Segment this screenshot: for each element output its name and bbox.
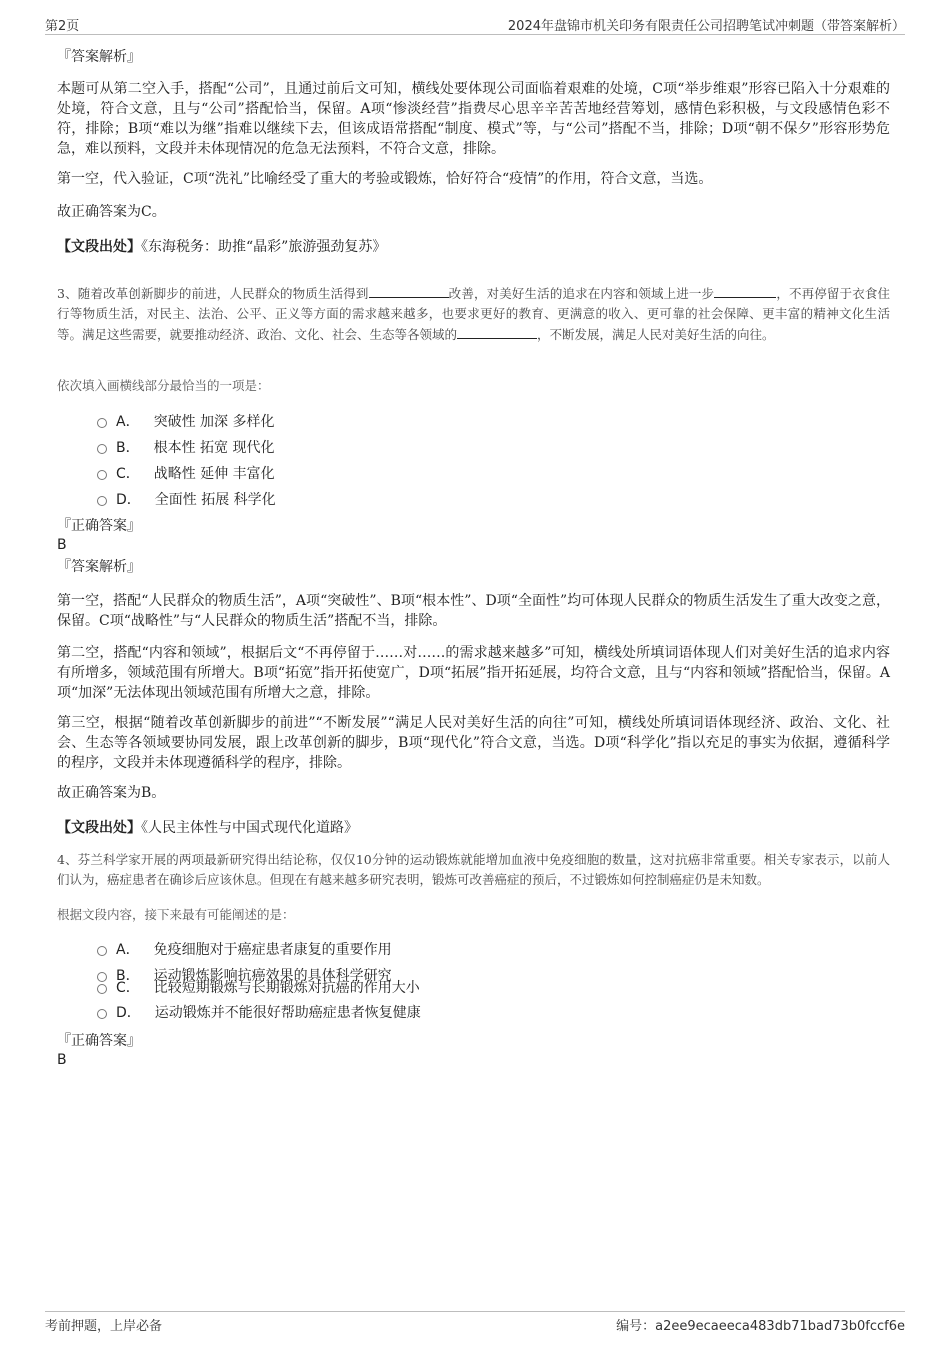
q3-source-title: 《人民主体性与中国式现代化道路》 — [141, 820, 358, 836]
page-header — [45, 14, 905, 35]
q3-blank-3 — [457, 324, 537, 339]
q4-option-a[interactable]: A． 免疫细胞对于癌症患者康复的重要作用 — [97, 940, 392, 960]
document-id — [616, 1315, 905, 1334]
q3-analysis-para2: 第二空，搭配“内容和领域”，根据后文“不再停留于……对……的需求越来越多”可知，横线处所填词语体现人们对美好生活的追求内容有所增多，领域范围有所增大。B项“拓宽”指开拓使宽广，D项“拓展”指开拓延展，均符合文意，且与“内容和领域”搭配恰当，保留。A项“加深”无法体现出领域范围有所增大之意，排除。 — [57, 645, 890, 701]
q2-source — [57, 236, 890, 256]
q3-text-a: 3、随着改革创新脚步的前进，人民群众的物质生活得到 — [57, 286, 369, 301]
q4-correct-answer: B — [57, 1052, 67, 1068]
document-id-label: 编号： — [616, 1319, 656, 1334]
q3-correct-label: 『正确答案』 — [57, 518, 141, 534]
page-footer — [45, 1311, 905, 1332]
q3-text-c: ，不再停留于衣食住行等物质生活，对民主、法治、公平、正义等方面的需求越来越多，也要求更好的教育、更满意的收入、更可靠的社会保障、更丰富的精神文化生活等。满足这些需要，就要推动经济、政治、文化、社会、生态等各领域的 — [57, 286, 890, 342]
q3-analysis-label: 『答案解析』 — [57, 559, 141, 575]
q3-text-b: 改善，对美好生活的追求在内容和领域上进一步 — [448, 286, 715, 301]
radio-icon[interactable] — [97, 470, 107, 480]
radio-icon[interactable] — [97, 1009, 107, 1019]
document-title: 2024年盘锦市机关印务有限责任公司招聘笔试冲刺题（带答案解析） — [507, 19, 905, 34]
radio-icon[interactable] — [97, 418, 107, 428]
q3-conclusion: 故正确答案为B。 — [57, 785, 166, 801]
q3-ask: 依次填入画横线部分最恰当的一项是： — [57, 378, 270, 393]
q3-source-label: 【文段出处】 — [57, 820, 141, 836]
q3-text-d: ，不断发展，满足人民对美好生活的向往。 — [537, 327, 775, 342]
page-number: 第2页 — [45, 19, 80, 34]
q4-correct-label: 『正确答案』 — [57, 1033, 141, 1049]
q2-analysis-label: 『答案解析』 — [57, 49, 141, 65]
footer-slogan: 考前押题，上岸必备 — [45, 1319, 163, 1334]
q2-analysis-para1: 本题可从第二空入手，搭配“公司”，且通过前后文可知，横线处要体现公司面临着艰难的处境，C项“举步维艰”形容已陷入十分艰难的处境，符合文意，且与“公司”搭配恰当，保留。A项“惨淡经营”指费尽心思辛辛苦苦地经营筹划，感情色彩积极，与文段感情色彩不符，排除；B项“难以为继”指难以继续下去，但该成语常搭配“制度、模式”等，与“公司”搭配不当，排除；D项“朝不保夕”形容形势危急，难以预料，文段并未体现情况的危急无法预料，不符合文意，排除。 — [57, 81, 890, 157]
q3-option-b[interactable]: B． 根本性 拓宽 现代化 — [97, 438, 275, 458]
radio-icon[interactable] — [97, 946, 107, 956]
q4-question-text: 4、芬兰科学家开展的两项最新研究得出结论称，仅仅10分钟的运动锻炼就能增加血液中免疫细胞的数量，这对抗癌非常重要。相关专家表示，以前人们认为，癌症患者在确诊后应该休息。但现在有越来越多研究表明，锻炼可改善癌症的预后，不过锻炼如何控制癌症仍是未知数。 — [57, 852, 890, 887]
radio-icon[interactable] — [97, 496, 107, 506]
q3-option-d[interactable]: D． 全面性 拓展 科学化 — [97, 490, 276, 510]
q2-source-title: 《东海税务：助推“晶彩”旅游强劲复苏》 — [141, 239, 387, 255]
q3-option-c[interactable]: C． 战略性 延伸 丰富化 — [97, 464, 275, 484]
q3-analysis-para1: 第一空，搭配“人民群众的物质生活”，A项“突破性”、B项“根本性”、D项“全面性”均可体现人民群众的物质生活发生了重大改变之意，保留。C项“战略性”与“人民群众的物质生活”搭配不当，排除。 — [57, 593, 890, 629]
q4-option-d[interactable]: D． 运动锻炼并不能很好帮助癌症患者恢复健康 — [97, 1003, 421, 1023]
radio-icon[interactable] — [97, 984, 107, 994]
q3-source — [57, 817, 890, 837]
q3-option-a[interactable]: A． 突破性 加深 多样化 — [97, 412, 274, 432]
q4-option-c[interactable]: C． 比较短期锻炼与长期锻炼对抗癌的作用大小 — [97, 978, 420, 998]
q2-conclusion: 故正确答案为C。 — [57, 204, 166, 220]
q2-analysis-para2: 第一空，代入验证，C项“洗礼”比喻经受了重大的考验或锻炼，恰好符合“疫情”的作用，符合文意，当选。 — [57, 171, 713, 187]
q3-question-text — [57, 283, 890, 345]
q3-correct-answer: B — [57, 537, 67, 553]
q3-blank-2 — [714, 283, 776, 298]
q2-source-label: 【文段出处】 — [57, 239, 141, 255]
document-id-code: a2ee9ecaeeca483db71bad73b0fccf6e — [655, 1319, 905, 1334]
q4-option-b[interactable]: B． 运动锻炼影响抗癌效果的具体科学研究 — [97, 966, 392, 986]
radio-icon[interactable] — [97, 444, 107, 454]
q3-analysis-para3: 第三空，根据“随着改革创新脚步的前进”“不断发展”“满足人民对美好生活的向往”可知，横线处所填词语体现经济、政治、文化、社会、生态等各领域要协同发展，跟上改革创新的脚步，B项“现代化”符合文意，当选。D项“科学化”指以充足的事实为依据，遵循科学的程序，文段并未体现遵循科学的程序，排除。 — [57, 715, 890, 771]
q3-blank-1 — [369, 283, 449, 298]
q4-ask: 根据文段内容，接下来最有可能阐述的是： — [57, 907, 295, 922]
